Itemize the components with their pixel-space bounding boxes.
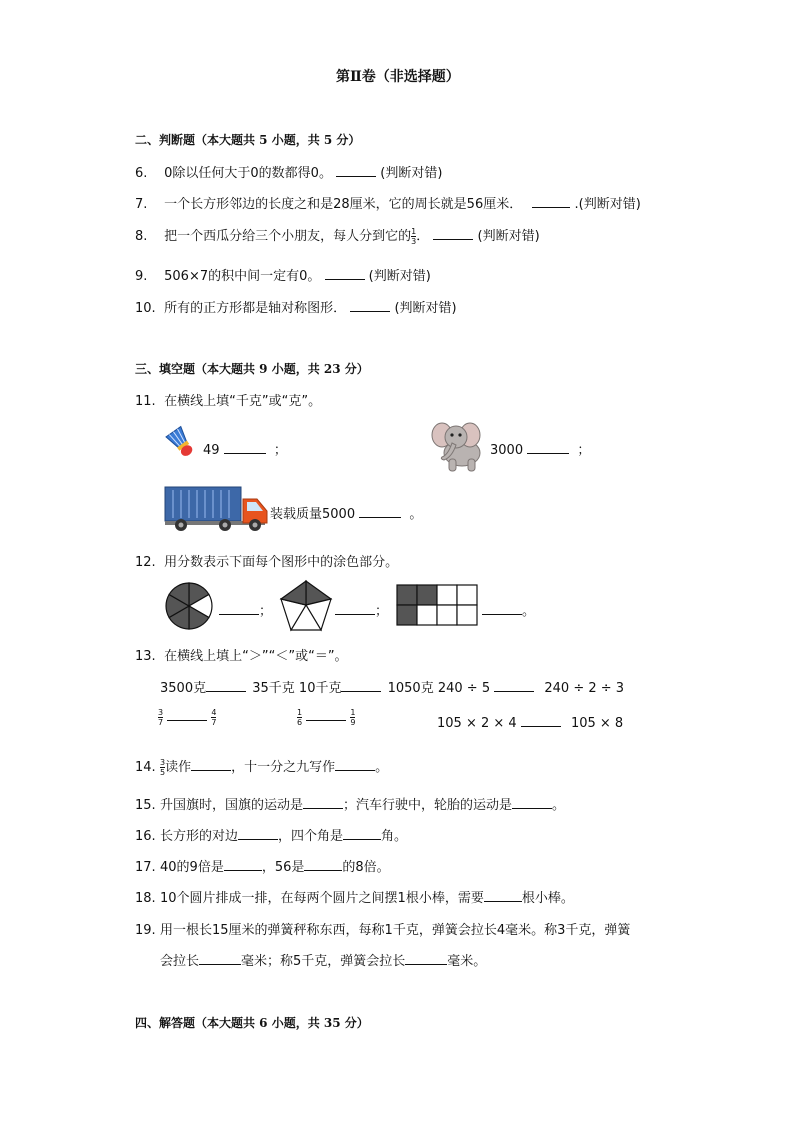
question-number: 19. bbox=[135, 923, 156, 938]
question-number: 15. bbox=[135, 798, 156, 813]
question-text: 用分数表示下面每个图形中的涂色部分。 bbox=[164, 555, 399, 570]
answer-blank[interactable] bbox=[238, 827, 278, 840]
pentagon-shape bbox=[278, 579, 334, 637]
answer-blank[interactable] bbox=[306, 708, 346, 721]
question-text: 毫米；称5千克，弹簧会拉长 bbox=[241, 954, 406, 969]
question-number: 17. bbox=[135, 860, 156, 875]
question-text: 40的9倍是 bbox=[160, 860, 224, 875]
question-8 bbox=[135, 225, 540, 246]
question-14 bbox=[135, 756, 388, 777]
question-text-end: ． bbox=[416, 229, 430, 244]
q13-expr: 240 ÷ 2 ÷ 3 bbox=[544, 681, 625, 696]
section-heading-fill-blank: 三、填空题（本大题共 9 小题，共 23 分） bbox=[135, 362, 369, 376]
question-text: 会拉长 bbox=[160, 954, 200, 969]
answer-blank[interactable] bbox=[484, 889, 522, 902]
grid-shape bbox=[396, 584, 478, 630]
q13-frac-1 bbox=[158, 708, 216, 727]
question-tail: .(判断对错) bbox=[574, 197, 641, 212]
separator: ； bbox=[273, 443, 287, 458]
question-number: 6. bbox=[135, 166, 148, 181]
answer-blank[interactable] bbox=[494, 679, 534, 692]
answer-blank[interactable] bbox=[527, 441, 569, 454]
question-text: 所有的正方形都是轴对称图形． bbox=[164, 301, 347, 316]
q11-value-c: 装载质量5000 bbox=[270, 507, 356, 522]
question-text: 在横线上填“千克”或“克”。 bbox=[164, 394, 322, 409]
separator: ； bbox=[375, 604, 389, 619]
answer-blank[interactable] bbox=[341, 679, 381, 692]
section-heading-judgement: 二、判断题（本大题共 5 小题，共 5 分） bbox=[135, 133, 361, 147]
question-tail: (判断对错) bbox=[380, 166, 443, 181]
question-10 bbox=[135, 297, 457, 316]
question-tail: (判断对错) bbox=[394, 301, 457, 316]
q13-expr: 240 ÷ 5 bbox=[437, 681, 491, 696]
q11-value-b: 3000 bbox=[490, 443, 524, 458]
question-number: 18. bbox=[135, 891, 156, 906]
question-text: 长方形的对边 bbox=[160, 829, 239, 844]
question-text: 10个圆片排成一排，在每两个圆片之间摆1根小棒，需要 bbox=[160, 891, 484, 906]
answer-blank[interactable] bbox=[303, 796, 343, 809]
shuttlecock-icon bbox=[163, 425, 201, 467]
fraction: $\frac{1}{9}$ bbox=[350, 708, 356, 727]
question-number: 8. bbox=[135, 229, 148, 244]
question-text-end: 。 bbox=[552, 798, 566, 813]
question-text: 506×7的积中间一定有0。 bbox=[164, 269, 321, 284]
fraction-three-fifths: $\frac{3}{5}$ bbox=[160, 758, 166, 777]
question-19 bbox=[135, 919, 630, 938]
question-18 bbox=[135, 887, 574, 906]
answer-blank[interactable] bbox=[199, 952, 241, 965]
question-text: 读作 bbox=[165, 760, 192, 775]
question-15 bbox=[135, 794, 565, 813]
fraction: $\frac{3}{7}$ bbox=[158, 708, 164, 727]
answer-blank[interactable] bbox=[405, 952, 447, 965]
question-tail: (判断对错) bbox=[368, 269, 431, 284]
answer-blank[interactable] bbox=[433, 227, 473, 240]
question-7 bbox=[135, 193, 641, 212]
q13-row-1 bbox=[160, 677, 624, 696]
answer-blank[interactable] bbox=[521, 714, 561, 727]
truck-icon bbox=[163, 485, 269, 537]
question-number: 10. bbox=[135, 301, 156, 316]
answer-blank[interactable] bbox=[482, 602, 522, 615]
answer-blank[interactable] bbox=[325, 267, 365, 280]
answer-blank[interactable] bbox=[335, 602, 375, 615]
question-19-line-2 bbox=[160, 950, 486, 969]
q13-expr: 10千克 bbox=[298, 681, 342, 696]
question-6 bbox=[135, 162, 442, 181]
answer-blank[interactable] bbox=[167, 708, 207, 721]
answer-blank[interactable] bbox=[191, 758, 231, 771]
section-heading-solve: 四、解答题（本大题共 6 小题，共 35 分） bbox=[135, 1016, 369, 1030]
question-number: 9. bbox=[135, 269, 148, 284]
question-text-end: 的8倍。 bbox=[342, 860, 390, 875]
question-number: 11. bbox=[135, 394, 156, 409]
q11-part-c bbox=[270, 503, 422, 522]
q11-value-a: 49 bbox=[203, 443, 220, 458]
question-text: 一个长方形邻边的长度之和是28厘米，它的周长就是56厘米． bbox=[164, 197, 523, 212]
question-9 bbox=[135, 265, 431, 284]
q12-blank-2 bbox=[335, 600, 388, 619]
question-number: 14. bbox=[135, 760, 156, 775]
question-number: 12. bbox=[135, 555, 156, 570]
question-number: 13. bbox=[135, 649, 156, 664]
question-text: ，四个角是 bbox=[278, 829, 344, 844]
question-text: 把一个西瓜分给三个小朋友，每人分到它的 bbox=[164, 229, 412, 244]
question-13 bbox=[135, 645, 348, 664]
answer-blank[interactable] bbox=[206, 679, 246, 692]
question-text: 升国旗时，国旗的运动是 bbox=[160, 798, 304, 813]
question-text: 用一根长15厘米的弹簧秤称东西，每称1千克，弹簧会拉长4毫米。称3千克，弹簧 bbox=[160, 923, 631, 938]
answer-blank[interactable] bbox=[335, 758, 375, 771]
separator: 。 bbox=[409, 507, 423, 522]
question-text-end: 角。 bbox=[381, 829, 408, 844]
answer-blank[interactable] bbox=[350, 299, 390, 312]
question-text: 在横线上填上“＞”“＜”或“＝”。 bbox=[164, 649, 348, 664]
circle-shape bbox=[164, 581, 214, 635]
answer-blank[interactable] bbox=[224, 858, 262, 871]
fraction: $\frac{1}{6}$ bbox=[297, 708, 303, 727]
q13-expr: 3500克 bbox=[160, 681, 207, 696]
elephant-icon bbox=[430, 417, 488, 477]
question-17 bbox=[135, 856, 390, 875]
answer-blank[interactable] bbox=[304, 858, 342, 871]
q12-blank-1 bbox=[219, 600, 272, 619]
question-12 bbox=[135, 551, 398, 570]
answer-blank[interactable] bbox=[343, 827, 381, 840]
q13-frac-2 bbox=[297, 708, 355, 727]
separator: ； bbox=[577, 443, 591, 458]
answer-blank[interactable] bbox=[532, 195, 570, 208]
question-text: ，56是 bbox=[261, 860, 305, 875]
question-11 bbox=[135, 390, 321, 409]
question-number: 16. bbox=[135, 829, 156, 844]
question-text-end: 。 bbox=[375, 760, 389, 775]
question-number: 7. bbox=[135, 197, 148, 212]
q13-expr: 35千克 bbox=[252, 681, 295, 696]
question-text: ；汽车行驶中，轮胎的运动是 bbox=[343, 798, 513, 813]
q13-row-2-right bbox=[437, 714, 623, 731]
answer-blank[interactable] bbox=[359, 505, 401, 518]
fraction-one-third: $\frac{1}{3}$ bbox=[411, 227, 417, 246]
q13-expr: 1050克 bbox=[387, 681, 434, 696]
question-tail: (判断对错) bbox=[477, 229, 540, 244]
answer-blank[interactable] bbox=[219, 602, 259, 615]
question-text: ，十一分之九写作 bbox=[231, 760, 336, 775]
q11-part-b bbox=[490, 439, 590, 458]
question-text-end: 根小棒。 bbox=[521, 891, 574, 906]
answer-blank[interactable] bbox=[336, 164, 376, 177]
separator: ； bbox=[259, 604, 273, 619]
q11-part-a bbox=[203, 439, 287, 458]
answer-blank[interactable] bbox=[512, 796, 552, 809]
page-title: 第Ⅱ卷（非选择题） bbox=[336, 69, 460, 85]
question-16 bbox=[135, 825, 407, 844]
answer-blank[interactable] bbox=[224, 441, 266, 454]
q12-blank-3 bbox=[482, 600, 535, 619]
question-text-end: 毫米。 bbox=[447, 954, 487, 969]
question-text: 0除以任何大于0的数都得0。 bbox=[164, 166, 332, 181]
q13-expr: 105 × 8 bbox=[570, 716, 624, 731]
q13-expr: 105 × 2 × 4 bbox=[437, 716, 517, 731]
separator: 。 bbox=[522, 604, 536, 619]
fraction: $\frac{4}{7}$ bbox=[211, 708, 217, 727]
